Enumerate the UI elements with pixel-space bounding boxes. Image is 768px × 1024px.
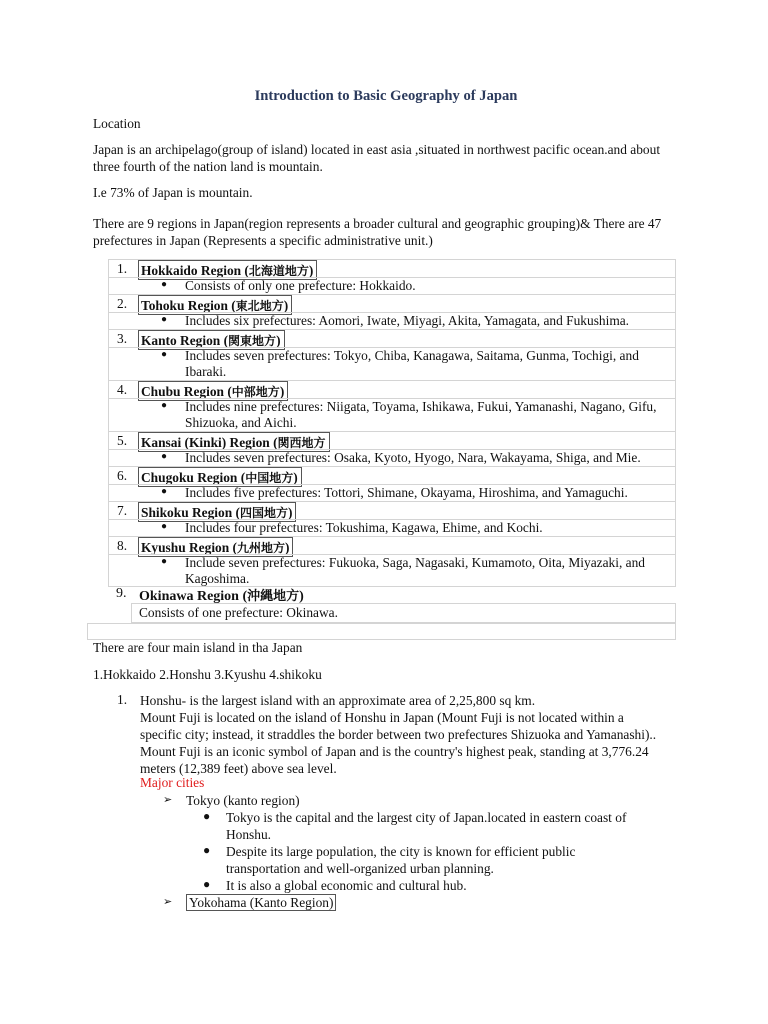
region-header-row bbox=[108, 536, 676, 554]
arrow-bullet-icon: ➢ bbox=[163, 896, 173, 908]
bullet-icon: ● bbox=[161, 451, 168, 462]
regions-paragraph: There are 9 regions in Japan(region represents a broader cultural and geographic grouping)& There are 47 prefectures in Japan (Represents a specific administrative unit.) bbox=[93, 216, 662, 248]
region-number: 3. bbox=[117, 331, 128, 346]
region-header-row bbox=[108, 501, 676, 519]
region-name: Chubu Region (中部地方) bbox=[138, 381, 288, 401]
bullet-icon: ● bbox=[161, 314, 168, 325]
page-title: Introduction to Basic Geography of Japan bbox=[254, 88, 518, 104]
bullet-icon: ● bbox=[203, 809, 211, 823]
region-name: Shikoku Region (四国地方) bbox=[138, 502, 296, 522]
region-name: Kanto Region (関東地方) bbox=[138, 330, 285, 350]
mount-fuji-paragraph: Mount Fuji is located on the island of Honshu in Japan (Mount Fuji is not located within a specific city; instead, it straddles the border between two prefectures Shizuoka and Yamanashi).. Mount Fuji is an iconic symbol of Japan and is the country's highest peak, standing at 3,776.24 meters (12,389 feet) above sea level. bbox=[140, 710, 657, 776]
region-number: 4. bbox=[117, 382, 128, 397]
region-name: Tohoku Region (東北地方) bbox=[138, 295, 292, 315]
tokyo-point: Tokyo is the capital and the largest city of Japan.located in eastern coast of Honshu. bbox=[226, 810, 627, 842]
bullet-icon: ● bbox=[161, 556, 168, 567]
major-cities-heading: Major cities bbox=[140, 775, 205, 790]
region-detail: Include seven prefectures: Fukuoka, Saga, Nagasaki, Kumamoto, Oita, Miyazaki, and Kagoshima. bbox=[185, 555, 645, 586]
islands-list: 1.Hokkaido 2.Honshu 3.Kyushu 4.shikoku bbox=[93, 667, 322, 682]
region-number: 9. bbox=[116, 586, 127, 601]
region-number: 1. bbox=[117, 261, 128, 276]
location-heading: Location bbox=[93, 116, 141, 131]
intro-paragraph: Japan is an archipelago(group of island) located in east asia ,situated in northwest pacific ocean.and about three fourth of the nation land is mountain. bbox=[93, 142, 661, 174]
region-name: Chugoku Region (中国地方) bbox=[138, 467, 302, 487]
bullet-icon: ● bbox=[203, 877, 211, 891]
region-name: Okinawa Region (沖縄地方) bbox=[139, 589, 304, 604]
region-detail: Includes six prefectures: Aomori, Iwate, Miyagi, Akita, Yamagata, and Fukushima. bbox=[185, 313, 630, 328]
arrow-bullet-icon: ➢ bbox=[163, 794, 173, 806]
region-header-row bbox=[108, 294, 676, 312]
region-detail-row bbox=[108, 277, 676, 294]
tokyo-point: Despite its large population, the city is known for efficient public transportation and well-organized urban planning. bbox=[226, 844, 576, 876]
region-header-row bbox=[108, 380, 676, 398]
regions-table bbox=[108, 259, 676, 587]
region-detail-row bbox=[108, 484, 676, 501]
table-empty-row bbox=[87, 623, 676, 640]
islands-paragraph: There are four main island in tha Japan bbox=[93, 640, 303, 655]
okinawa-header bbox=[108, 584, 676, 602]
region-name: Kyushu Region (九州地方) bbox=[138, 537, 293, 557]
honshu-number: 1. bbox=[117, 692, 128, 707]
region-detail: Includes five prefectures: Tottori, Shimane, Okayama, Hiroshima, and Yamaguchi. bbox=[185, 485, 628, 500]
bullet-icon: ● bbox=[161, 486, 168, 497]
tokyo-point: It is also a global economic and cultural hub. bbox=[226, 878, 467, 893]
region-detail: Includes nine prefectures: Niigata, Toyama, Ishikawa, Fukui, Yamanashi, Nagano, Gifu, Shizuoka, and Aichi. bbox=[185, 399, 657, 430]
region-detail-row bbox=[108, 398, 676, 431]
region-number: 2. bbox=[117, 296, 128, 311]
region-header-row bbox=[108, 259, 676, 277]
region-header-row bbox=[108, 431, 676, 449]
region-detail-row bbox=[108, 519, 676, 536]
region-detail: Includes four prefectures: Tokushima, Kagawa, Ehime, and Kochi. bbox=[185, 520, 543, 535]
region-number: 7. bbox=[117, 503, 128, 518]
region-detail-row bbox=[108, 554, 676, 587]
region-detail-row bbox=[108, 347, 676, 380]
region-header-row bbox=[108, 329, 676, 347]
region-detail-row bbox=[108, 312, 676, 329]
bullet-icon: ● bbox=[203, 843, 211, 857]
yokohama-heading: Yokohama (Kanto Region) bbox=[186, 894, 336, 911]
bullet-icon: ● bbox=[161, 279, 168, 290]
bullet-icon: ● bbox=[161, 521, 168, 532]
bullet-icon: ● bbox=[161, 400, 168, 411]
region-name: Hokkaido Region (北海道地方) bbox=[138, 260, 317, 280]
bullet-icon: ● bbox=[161, 349, 168, 360]
region-number: 8. bbox=[117, 538, 128, 553]
tokyo-heading: Tokyo (kanto region) bbox=[186, 793, 300, 808]
okinawa-detail: Consists of one prefecture: Okinawa. bbox=[131, 603, 676, 623]
mountain-line: I.e 73% of Japan is mountain. bbox=[93, 185, 253, 200]
region-name: Kansai (Kinki) Region (関西地方 bbox=[138, 432, 330, 452]
region-detail: Includes seven prefectures: Tokyo, Chiba, Kanagawa, Saitama, Gunma, Tochigi, and Ibaraki. bbox=[185, 348, 639, 379]
region-number: 6. bbox=[117, 468, 128, 483]
honshu-line: Honshu- is the largest island with an approximate area of 2,25,800 sq km. bbox=[140, 693, 536, 708]
region-detail-row bbox=[108, 449, 676, 466]
region-detail: Includes seven prefectures: Osaka, Kyoto, Hyogo, Nara, Wakayama, Shiga, and Mie. bbox=[185, 450, 641, 465]
region-number: 5. bbox=[117, 433, 128, 448]
region-header-row bbox=[108, 466, 676, 484]
region-detail: Consists of only one prefecture: Hokkaido. bbox=[185, 278, 416, 293]
